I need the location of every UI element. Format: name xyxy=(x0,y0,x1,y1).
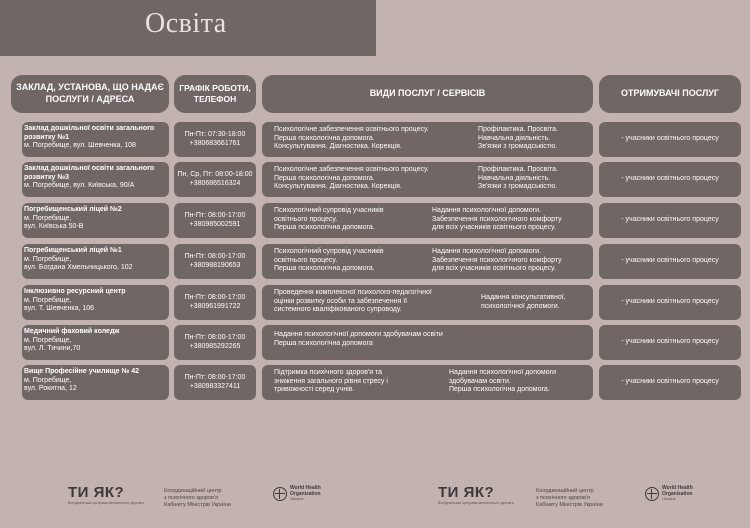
who-line-3: Ukraine xyxy=(290,496,304,501)
institution-name: Заклад дошкільної освіти загального розвитку №3 xyxy=(24,165,155,181)
institution-name: Вище Професійне училище № 42 xyxy=(24,368,140,375)
header-services: ВИДИ ПОСЛУГ / СЕРВІСІВ xyxy=(262,75,593,113)
recipients-cell xyxy=(599,325,741,360)
recipients-text: - учасники освітнього процесу xyxy=(621,338,719,346)
who-logo xyxy=(645,486,693,501)
schedule-cell xyxy=(174,365,256,400)
services-secondary: Надання психологічної допомоги. Забезпечення психологічного комфорту для всіх учасників освітнього процесу. xyxy=(432,248,562,273)
schedule-cell xyxy=(174,285,256,320)
who-emblem-icon xyxy=(645,487,659,501)
schedule-cell xyxy=(174,162,256,197)
working-hours: Пн-Пт: 08:00-17:00 xyxy=(184,373,246,381)
institution-cell xyxy=(22,122,169,157)
services-secondary: Профілактика. Просвіта. Навчальна діяльність. Зв'язки з громадськістю. xyxy=(478,166,558,191)
who-line-2: Organization xyxy=(290,490,321,497)
phone-number: +380686516324 xyxy=(189,179,241,187)
recipients-cell xyxy=(599,285,741,320)
schedule-cell xyxy=(174,244,256,279)
tiyak-logo-subtitle: Всеукраїнська програма ментального здоров'я xyxy=(438,501,514,505)
title-bar xyxy=(0,0,376,56)
institution-address: м. Погребище, вул. Шевченка, 108 xyxy=(24,142,136,150)
institution-address: м. Погребище, вул. Київська, 90/А xyxy=(24,182,135,190)
coord-line-2: з психічного здоров'я xyxy=(536,494,590,501)
services-primary: Психологічний супровід учасників освітнього процесу. Перша психологічна допомога. xyxy=(274,207,384,232)
schedule-cell xyxy=(174,325,256,360)
coord-line-2: з психічного здоров'я xyxy=(164,494,218,501)
services-primary: Підтримка психічного здоров'я та зниження загального рівня стресу і тривожності серед учнів. xyxy=(274,369,388,394)
services-primary: Проведення комплексної психолого-педагогічної оцінки розвитку особи та забезпечення її системного кваліфікованого супроводу. xyxy=(274,289,432,314)
working-hours: Пн-Пт: 08:00-17:00 xyxy=(184,211,246,219)
tiyak-logo-text: ТИ ЯК? xyxy=(438,484,495,501)
tiyak-logo-text: ТИ ЯК? xyxy=(68,484,125,501)
services-cell xyxy=(262,365,593,400)
services-cell xyxy=(262,203,593,238)
recipients-cell xyxy=(599,162,741,197)
services-cell xyxy=(262,162,593,197)
services-secondary: Надання психологічної допомоги здобувачам освіти. Перша психологічна допомога. xyxy=(449,369,557,394)
phone-number: +380985002591 xyxy=(189,220,241,228)
institution-address: м. Погребище, вул. Київська 50-В xyxy=(24,214,84,231)
institution-cell xyxy=(22,203,169,238)
working-hours: Пн-Пт: 08:00-17:00 xyxy=(184,333,246,341)
coord-line-3: Кабінету Міністрів України xyxy=(164,501,231,508)
who-emblem-icon xyxy=(273,487,287,501)
recipients-text: - учасники освітнього процесу xyxy=(621,298,719,306)
coordination-center-logo xyxy=(536,488,603,509)
services-secondary: Надання психологічної допомоги. Забезпечення психологічного комфорту для всіх учасників освітнього процесу. xyxy=(432,207,562,232)
services-cell xyxy=(262,244,593,279)
institution-address: м. Погребище, вул. Рокитна, 12 xyxy=(24,376,77,393)
recipients-text: - учасники освітнього процесу xyxy=(621,216,719,224)
institution-cell xyxy=(22,162,169,197)
recipients-text: - учасники освітнього процесу xyxy=(621,378,719,386)
who-line-2: Organization xyxy=(662,490,693,497)
institution-name: Погребищенський ліцей №1 xyxy=(24,247,122,254)
institution-cell xyxy=(22,365,169,400)
coord-line-1: Координаційний центр xyxy=(164,488,222,494)
services-primary: Надання психологічної допомоги здобувачам освіти Перша психологічна допомога xyxy=(274,331,443,347)
schedule-cell xyxy=(174,203,256,238)
coordination-center-logo xyxy=(164,488,231,509)
institution-name: Медичний фаховий коледж xyxy=(24,328,120,335)
header-institution: ЗАКЛАД, УСТАНОВА, ЩО НАДАЄ ПОСЛУГИ / АДРЕСА xyxy=(11,75,169,113)
tiyak-logo xyxy=(68,484,144,505)
institution-name: Погребищенський ліцей №2 xyxy=(24,206,122,213)
coord-line-3: Кабінету Міністрів України xyxy=(536,501,603,508)
working-hours: Пн-Пт: 07:30-18:00 xyxy=(184,130,246,138)
institution-name: Заклад дошкільної освіти загального розвитку №1 xyxy=(24,125,155,141)
coord-line-1: Координаційний центр xyxy=(536,488,594,494)
recipients-cell xyxy=(599,365,741,400)
institution-cell xyxy=(22,285,169,320)
services-secondary: Профілактика. Просвіта. Навчальна діяльність. Зв'язки з громадськістю. xyxy=(478,126,558,151)
institution-cell xyxy=(22,325,169,360)
institution-address: м. Погребище, вул. Л. Тичини,70 xyxy=(24,336,81,353)
services-primary: Психологічне забезпечення освітнього процесу. Перша психологічна допомога. Консультування. Діагностика. Корекція. xyxy=(274,126,429,151)
recipients-text: - учасники освітнього процесу xyxy=(621,135,719,143)
services-primary: Психологічний супровід учасників освітнього процесу. Перша психологічна допомога. xyxy=(274,248,384,273)
working-hours: Пн-Пт: 08:00-17:00 xyxy=(184,293,246,301)
recipients-text: - учасники освітнього процесу xyxy=(621,175,719,183)
who-line-1: World Health xyxy=(662,485,693,491)
services-cell xyxy=(262,285,593,320)
schedule-cell xyxy=(174,122,256,157)
services-cell xyxy=(262,122,593,157)
phone-number: +380985292265 xyxy=(189,342,241,350)
who-line-1: World Health xyxy=(290,485,321,491)
who-line-3: Ukraine xyxy=(662,496,676,501)
institution-address: м. Погребище, вул. Богдана Хмельницького, 102 xyxy=(24,255,133,272)
services-secondary: Надання консультативної, психологічної допомоги. xyxy=(481,294,566,310)
working-hours: Пн, Ср, Пт: 08:00-18:00 xyxy=(177,170,253,178)
tiyak-logo-subtitle: Всеукраїнська програма ментального здоров'я xyxy=(68,501,144,505)
who-logo xyxy=(273,486,321,501)
institution-name: Інклюзивно ресурсний центр xyxy=(24,288,126,295)
phone-number: +380983327411 xyxy=(189,382,241,390)
header-recipients: ОТРИМУВАЧІ ПОСЛУГ xyxy=(599,75,741,113)
working-hours: Пн-Пт: 08:00-17:00 xyxy=(184,252,246,260)
services-primary: Психологічне забезпечення освітнього процесу. Перша психологічна допомога. Консультування. Діагностика. Корекція. xyxy=(274,166,429,191)
phone-number: +380988190653 xyxy=(189,261,241,269)
recipients-text: - учасники освітнього процесу xyxy=(621,257,719,265)
header-schedule: ГРАФІК РОБОТИ, ТЕЛЕФОН xyxy=(174,75,256,113)
phone-number: +380961991722 xyxy=(189,302,241,310)
tiyak-logo xyxy=(438,484,514,505)
phone-number: +380683661761 xyxy=(189,139,241,147)
services-cell xyxy=(262,325,593,360)
recipients-cell xyxy=(599,244,741,279)
recipients-cell xyxy=(599,122,741,157)
recipients-cell xyxy=(599,203,741,238)
page-title: Освіта xyxy=(145,8,227,39)
institution-address: м. Погребище, вул. Т. Шевченка, 106 xyxy=(24,296,95,313)
institution-cell xyxy=(22,244,169,279)
